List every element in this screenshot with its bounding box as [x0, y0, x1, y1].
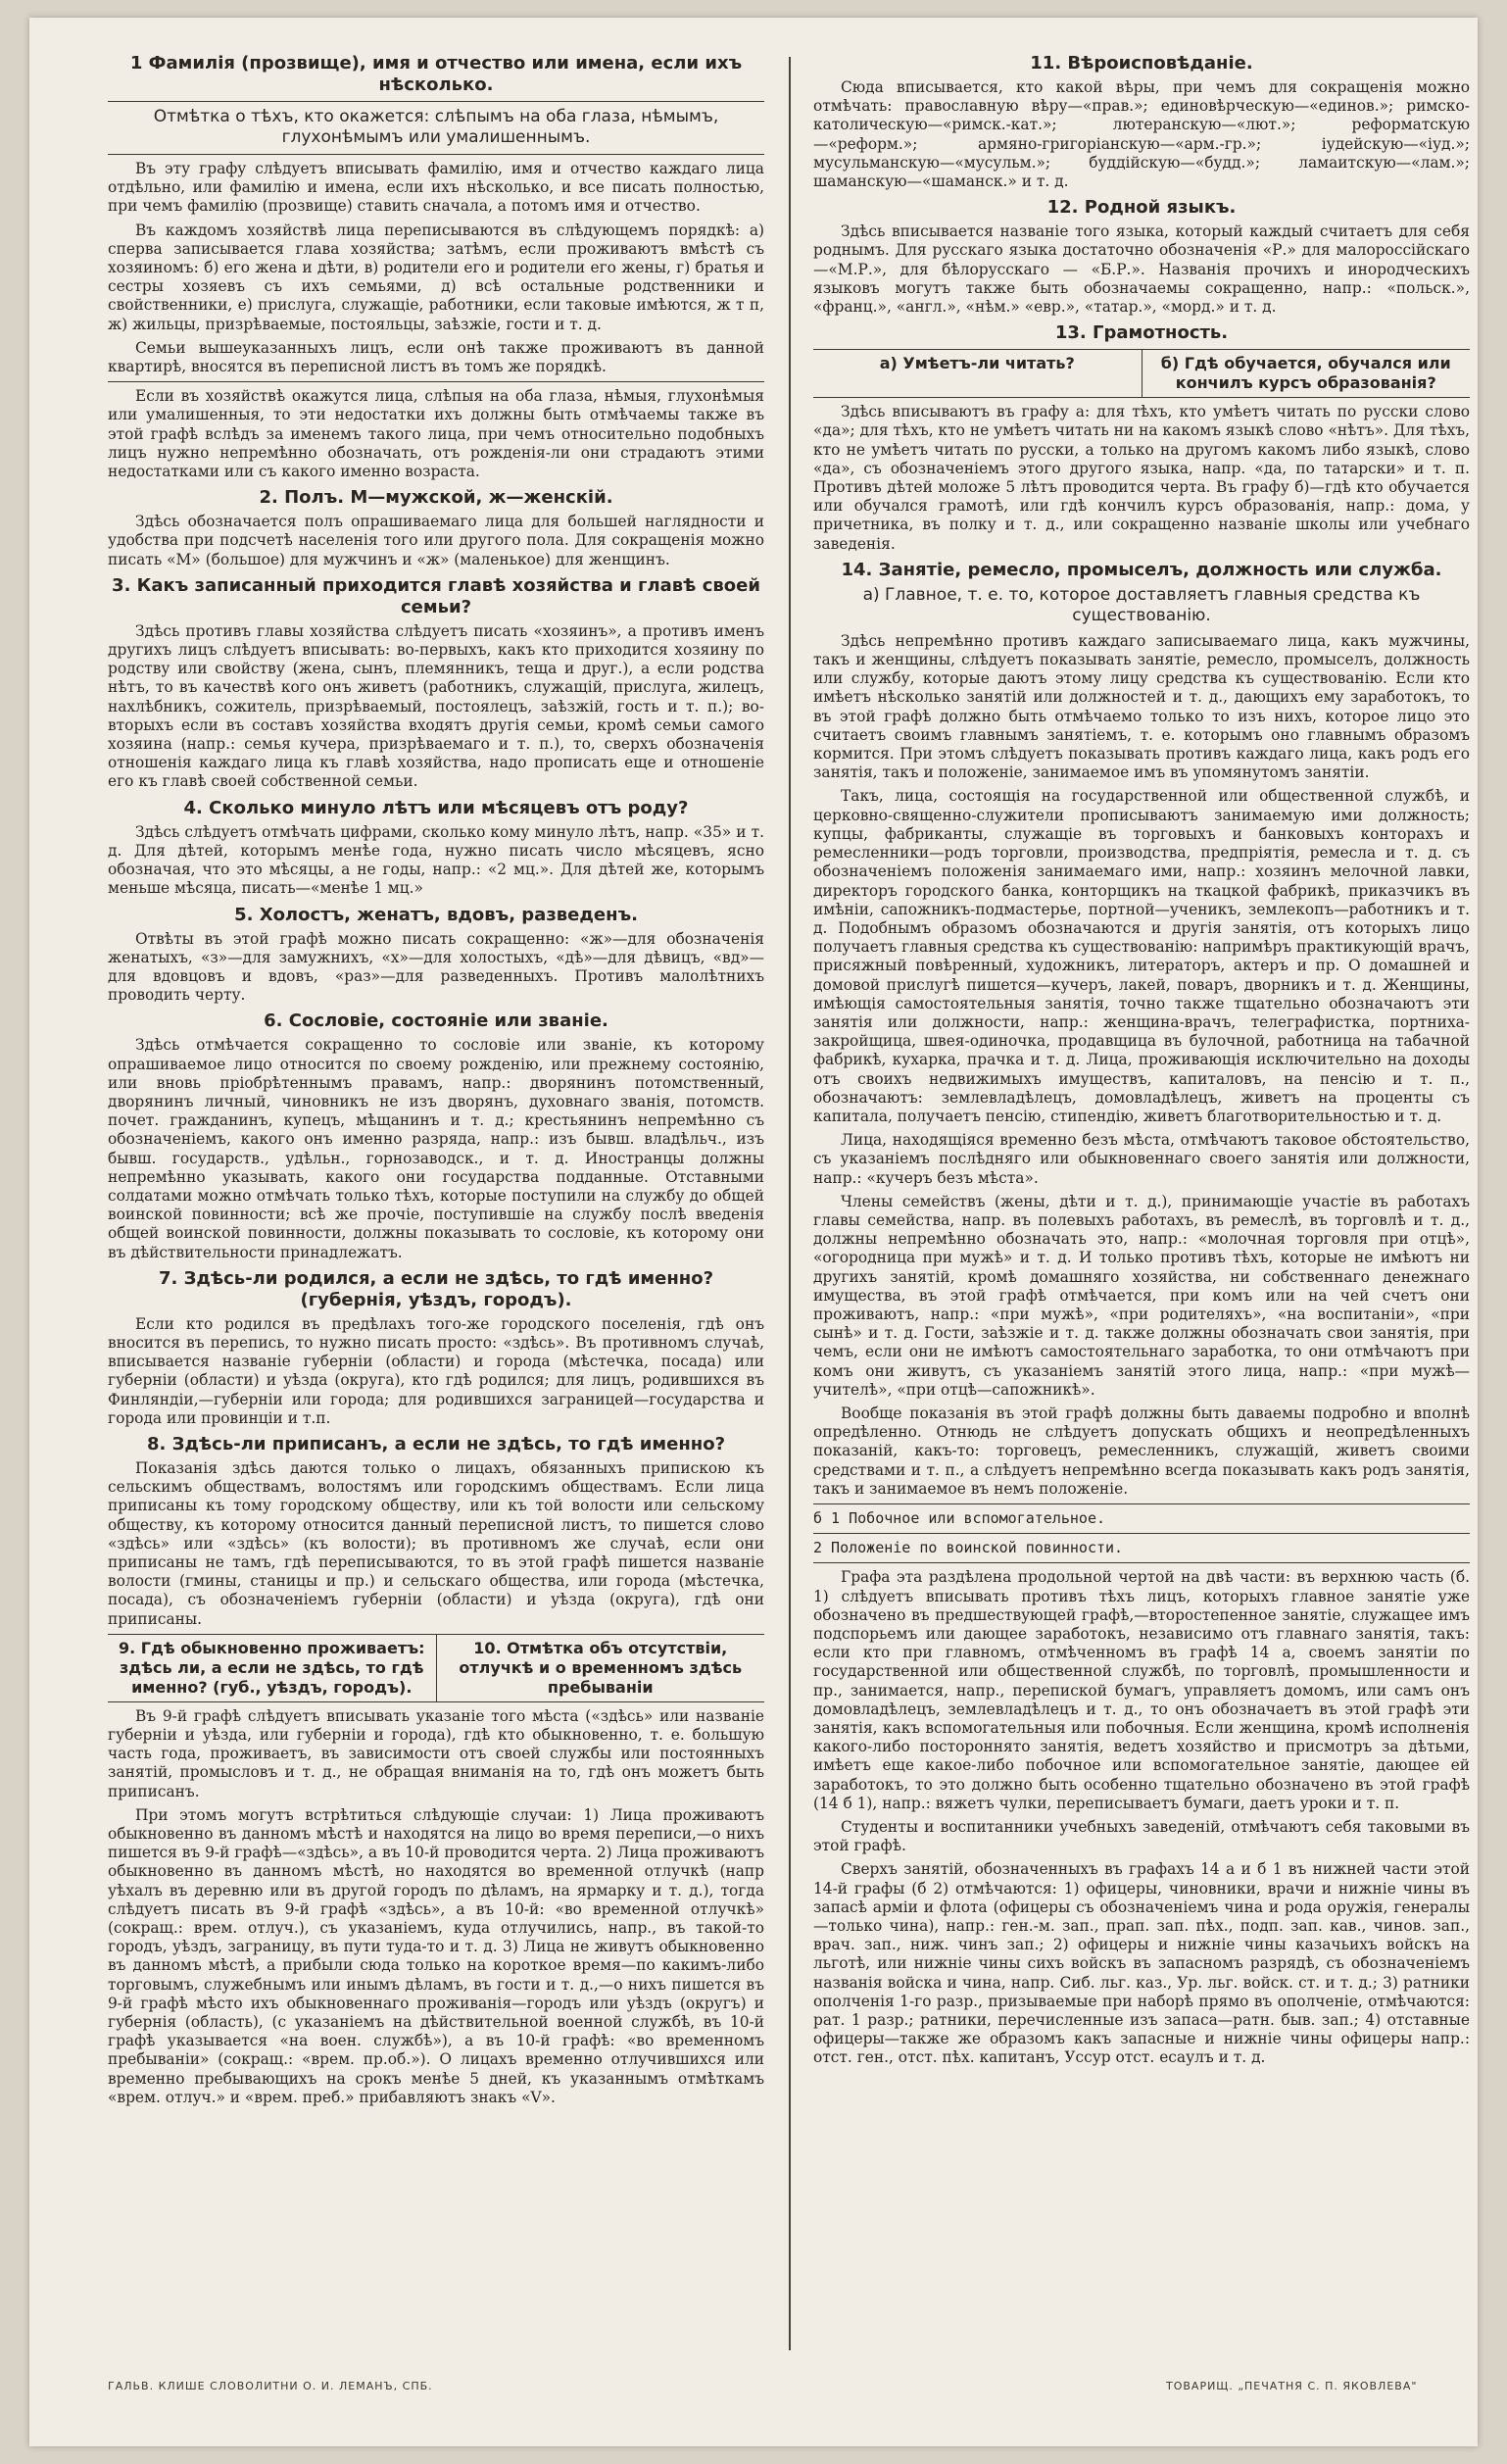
section-12-paragraph: Здѣсь вписывается названіе того языка, который каждый считаетъ для себя роднымъ. Для русскаго языка достаточно обозначенія «Р.» для малороссійскаго—«М.Р.», для бѣлорусскаго — «Б.Р.». Названія прочихъ и инородческихъ языковъ могутъ также быть обозначаемы сокращенно, напр.: «польск.», «франц.», «англ.», «нѣм.» «евр.», «татар.», «морд.» и т. д. [813, 222, 1470, 317]
section-9-paragraph: При этомъ могутъ встрѣтиться слѣдующіе случаи: 1) Лица проживаютъ обыкновенно въ данномъ мѣстѣ и находятся на лицо во время переписи,—о нихъ пишется въ 9-й графѣ—«здѣсь», а въ 10-й проводится черта. 2) Лица проживаютъ обыкновенно въ данномъ мѣстѣ, но находятся во временной отлучкѣ (напр уѣхалъ въ деревню или въ другой городъ по дѣламъ, на ярмарку и т. д.), тогда слѣдуетъ писать въ 9-й графѣ «здѣсь», а въ 10-й: «во временной отлучкѣ» (сокращ.: врем. отлуч.), съ указаніемъ, куда отлучились, напр., въ такой-то городъ, уѣздъ, заграницу, въ пути туда-то и т. д. 3) Лица не живутъ обыкновенно въ данномъ мѣстѣ, а прибыли сюда только на короткое время—по какимъ-либо торговымъ, служебнымъ или инымъ дѣламъ, въ гости и т. д.,—о нихъ пишется въ 9-й графѣ мѣсто ихъ обыкновеннаго проживанія—городъ или уѣздъ (округъ) и губернія (область), (с указаніемъ на дѣйствительной военной службѣ, въ 10-й графѣ указывается «на воен. службѣ»), а въ 10-й графѣ: «во временномъ пребываніи» (сокращ.: «врем. пр.об.»). О лицахъ временно отлучившихся или временно пребывающихъ на срокъ менѣе 5 дней, къ указаннымъ отмѣткамъ «врем. отлуч.» и «врем. преб.» прибавляютъ знакъ «V». [108, 1805, 764, 2106]
rule [108, 101, 764, 102]
section-13b-title: б) Гдѣ обучается, обучался или кончилъ курсъ образованія? [1142, 350, 1471, 397]
section-2-title: 2. Полъ. М—мужской, ж—женскій. [259, 487, 613, 509]
section-4-paragraph: Здѣсь слѣдуетъ отмѣчать цифрами, сколько кому минуло лѣтъ, напр. «35» и т. д. Для дѣтей, которымъ менѣе года, нужно писать число мѣсяцевъ, ясно обозначая, что это мѣсяцы, а не годы, напр.: «2 мц.». Для дѣтей же, которымъ меньше мѣсяца, писать—«менѣе 1 мц.» [108, 822, 764, 898]
section-13-title: 13. Грамотность. [1054, 322, 1229, 344]
section-13-header [813, 349, 1470, 398]
rule [813, 1533, 1470, 1534]
section-14-paragraph: Студенты и воспитанники учебныхъ заведеній, отмѣчаютъ себя таковыми въ этой графѣ. [813, 1818, 1470, 1855]
section-2-paragraph: Здѣсь обозначается полъ опрашиваемаго лица для большей наглядности и удобства при подсчетѣ населенія того или другого пола. Для сокращенія можно писать «М» (большое) для мужчинъ и «ж» (маленькое) для женщинъ. [108, 513, 764, 568]
section-5-title: 5. Холостъ, женатъ, вдовъ, разведенъ. [234, 904, 638, 925]
section-3-title: 3. Какъ записанный приходится главѣ хозяйства и главѣ своей семьи? [112, 574, 760, 617]
printer-credit-right: ТОВАРИЩ. „ПЕЧАТНЯ С. П. ЯКОВЛЕВА" [1166, 2380, 1418, 2392]
rule [813, 1562, 1470, 1563]
section-14-paragraph: Лица, находящіяся временно безъ мѣста, отмѣчаютъ таковое обстоятельство, съ указаніемъ послѣдняго или обыкновеннаго своего занятія или должности, напр.: «кучеръ безъ мѣста». [813, 1131, 1470, 1187]
section-4-title: 4. Сколько минуло лѣтъ или мѣсяцевъ отъ роду? [183, 797, 689, 818]
rule [813, 1503, 1470, 1504]
section-14-paragraph: Здѣсь непремѣнно противъ каждаго записываемаго лица, какъ мужчины, такъ и женщины, слѣдуетъ показывать занятіе, ремесло, промыселъ, должность или службу, которые даютъ этому лицу средства къ существованію. Если кто имѣетъ нѣсколько занятій или должностей и т. д., дающихъ ему заработокъ, то въ этой графѣ должно быть отмѣчаемо только то изъ нихъ, которое лицо это считаетъ своимъ главнымъ занятіемъ, т. е. которымъ оно главнымъ образомъ кормится. При этомъ слѣдуетъ показывать противъ каждаго лица, какъ родъ его занятія, такъ и положеніе, занимаемое имъ въ упомянутомъ занятіи. [813, 631, 1470, 782]
section-1-subtitle: Отмѣтка о тѣхъ, кто окажется: слѣпымъ на оба глаза, нѣмымъ, глухонѣмымъ или умалишеннымъ. [153, 107, 719, 147]
rule [108, 154, 764, 155]
section-8-title: 8. Здѣсь-ли приписанъ, а если не здѣсь, то гдѣ именно? [146, 1433, 726, 1454]
right-column [813, 47, 1470, 2073]
section-6-paragraph: Здѣсь отмѣчается сокращенно то сословіе или званіе, къ которому опрашиваемое лицо относится по своему рожденію, или прежнему состоянію, или вновь пріобрѣтеннымъ правамъ, напр.: дворянинъ потомственный, дворянинъ личный, чиновникъ не изъ дворянъ, духовнаго званія, потомств. почет. гражданинъ, купецъ, мѣщанинъ и т. д.; крестьянинъ непремѣнно съ обозначеніемъ, какого онъ именно разряда, напр.: изъ бывш. владѣльч., изъ бывш. государств., удѣльн., горнозаводск., и т. д. Иностранцы должны непремѣнно указывать, какого они государства подданные. Отставными солдатами можно отмѣчать только тѣхъ, которые поступили на службу до общей воинской повинности; всѣ же прочіе, поступившіе на службу послѣ введенія общей воинской повинности, должны показывать то сословіе, къ которому они въ дѣйствительности принадлежатъ. [108, 1036, 764, 1261]
section-9-paragraph: Въ 9-й графѣ слѣдуетъ вписывать указаніе того мѣста («здѣсь» или названіе губерніи и уѣзда, или губерніи и города), гдѣ кто обыкновенно, т. е. большую часть года, проживаетъ, въ зависимости отъ своей службы или постоянныхъ занятій, промысловъ и т. д., не обращая вниманія на то, гдѣ онъ можетъ быть приписанъ. [108, 1706, 764, 1800]
section-12-title: 12. Родной языкъ. [1046, 197, 1237, 219]
section-1-paragraph: Семьи вышеуказанныхъ лицъ, если онѣ также проживаютъ въ данной квартирѣ, вносятся въ переписной листъ въ томъ же порядкѣ. [108, 338, 764, 376]
section-14-paragraph: Члены семействъ (жены, дѣти и т. д.), принимающіе участіе въ работахъ главы семейства, напр. въ полевыхъ работахъ, въ ремеслѣ, въ торговлѣ и т. д., должны непремѣнно обозначать это, напр.: «молочная торговля при отцѣ», «огородница при мужѣ» и т. д. И только противъ тѣхъ, которые не имѣютъ ни другихъ занятій, кромѣ домашняго хозяйства, ни собственнаго денежнаго имущества, въ этой графѣ отмѣчается, при комъ или на чей счетъ они проживаютъ, напр.: «при мужѣ», «при родителяхъ», «на воспитаніи», «при сынѣ» и т. д. Гости, заѣзжіе и т. д. также должны обозначать свои занятія, при чемъ, если они не имѣютъ самостоятельнаго заработка, то они отмѣчаютъ при комъ они живутъ, съ указаніемъ занятій этого лица, напр.: «при мужѣ—учителѣ», «при отцѣ—сапожникѣ». [813, 1192, 1470, 1399]
section-13a-title: а) Умѣетъ-ли читать? [879, 354, 1075, 373]
document-page [29, 18, 1478, 2446]
section-14-paragraph: Графа эта раздѣлена продольной чертой на двѣ части: въ верхнюю часть (б. 1) слѣдуетъ вписывать противъ тѣхъ лицъ, которыхъ главное занятіе уже обозначено въ предшествующей графѣ,—второстепенное занятіе, служащее имъ подспорьемъ или дающее заработокъ, независимо отъ главнаго занятія, такъ: если кто при главномъ, отмѣченномъ въ графѣ 14 а, своемъ занятіи по государственной или общественной службѣ, по торговлѣ, промышленности и пр., занимается, напр., перепиской бумагъ, управляетъ домомъ, или самъ онъ домовладѣлецъ, землевладѣлецъ и т. д., то онъ обозначаетъ въ этой графѣ эти занятія, какъ вспомогательныя или побочныя. Если женщина, кромѣ исполненія какого-либо постороннято занятія, ведетъ хозяйство и присмотръ за дѣтьми, имѣетъ еще какое-либо побочное или вспомогательное занятіе, дающее ей заработокъ, то это должно быть особенно тщательно обозначено въ этой графѣ (14 б 1), напр.: вяжетъ чулки, переписываетъ бумаги, даетъ уроки и т. п. [813, 1568, 1470, 1812]
section-8-paragraph: Показанія здѣсь даются только о лицахъ, обязанныхъ припискою къ сельскимъ обществамъ, волостямъ или городскимъ обществамъ. Если лица приписаны къ тому городскому обществу, или къ той волости или сельскому обществу, къ которому относится данный переписной листъ, то пишется слово «здѣсь» или «здѣсь» (къ волости); въ противномъ же случаѣ, если они приписаны не тамъ, гдѣ переписываются, то въ этой графѣ пишется названіе волости (гмины, станицы и пр.) и сельскаго общества, или города (мѣстечка, посада), съ обозначеніемъ губерніи (области) и уѣзда (округа), гдѣ они приписаны. [108, 1458, 764, 1628]
section-5-paragraph: Отвѣты въ этой графѣ можно писать сокращенно: «ж»—для обозначенія женатыхъ, «з»—для замужнихъ, «х»—для холостыхъ, «дѣ»—для дѣвицъ, «вд»—для вдовцовъ и вдовъ, «раз»—для разведенныхъ. Противъ малолѣтнихъ проводить черту. [108, 929, 764, 1005]
section-13-paragraph: Здѣсь вписываютъ въ графу а: для тѣхъ, кто умѣетъ читать по русски слово «да»; для тѣхъ, кто не умѣетъ читать ни на какомъ языкѣ слово «нѣтъ». Для тѣхъ, кто не умѣетъ читать по русски, а только на другомъ какомъ либо языкѣ, слово «да», съ обозначеніемъ этого другого языка, напр. «да, по татарски» и т. п. Противъ дѣтей моложе 5 лѣтъ проводится черта. Въ графу б)—гдѣ кто обучается или обучался грамотѣ, или гдѣ кончилъ курсъ образованія, напр.: дома, у причетника, въ полку и т. д., или сокращенно названіе школы или учебнаго заведенія. [813, 403, 1470, 553]
section-1-paragraph: Въ каждомъ хозяйствѣ лица переписываются въ слѣдующемъ порядкѣ: а) сперва записывается глава хозяйства; затѣмъ, если проживаютъ вмѣстѣ съ хозяиномъ: б) его жена и дѣти, в) родители его и родители его жены, г) братья и сестры хозяевъ съ ихъ семьями, д) всѣ остальные родственники и свойственники, е) прислуга, служащіе, работники, если таковые имѣются, ж т п, ж) жильцы, призрѣваемые, постояльцы, заѣзжіе, гости и т. д. [108, 221, 764, 333]
left-column [108, 47, 764, 2112]
section-14-title: 14. Занятіе, ремесло, промыселъ, должность или служба. [841, 559, 1442, 580]
rule [108, 381, 764, 382]
section-1-paragraph: Если въ хозяйствѣ окажутся лица, слѣпыя на оба глаза, нѣмыя, глухонѣмыя или умалишенныя, то эти недостатки ихъ должны быть отмѣчаемы также въ этой графѣ вслѣдъ за именемъ такого лица, при чемъ относительно подобныхъ лицъ нужно непремѣнно обозначать, отъ рожденія-ли они страдаютъ этими недостатками или съ какого именно возраста. [108, 387, 764, 481]
section-14-paragraph: Сверхъ занятій, обозначенныхъ въ графахъ 14 а и б 1 въ нижней части этой 14-й графы (б 2) отмѣчаются: 1) офицеры, чиновники, врачи и нижніе чины въ запасѣ арміи и флота (офицеры съ обозначеніемъ чина и рода оружія, генералы—только чина), напр.: ген.-м. зап., прап. зап. пѣх., подп. зап. кав., чинов. зап., врач. зап., ниж. чинъ зап.; 2) офицеры и нижніе чины казачьихъ войскъ на льготѣ, или нижніе чины сихъ войскъ въ запасномъ разрядѣ, съ обозначеніемъ названія войска и чина, напр. Сиб. льг. каз., Ур. льг. войск. ст. и т. д.; 3) ратники ополченія 1-го разр., призываемые при наборѣ прямо въ ополченіе, отмѣчаются: рат. 1 разр.; ратники, перечисленные изъ запаса—ратн. быв. зап.; 4) отставные офицеры—также же образомъ какъ запасные и нижніе чины офицеры напр.: отст. ген., отст. пѣх. капитанъ, Уссур отст. есаулъ и т. д. [813, 1860, 1470, 2067]
section-10-title: 10. Отмѣтка объ отсутствіи, отлучкѣ и о временномъ здѣсь пребываніи [436, 1635, 765, 1701]
section-14a-subtitle: а) Главное, т. е. то, которое доставляетъ главныя средства къ существованію. [862, 584, 1421, 625]
printer-credit-left: ГАЛЬВ. КЛИШЕ СЛОВОЛИТНИ О. И. ЛЕМАНЪ, СПБ. [108, 2380, 433, 2392]
section-14-paragraph: Такъ, лица, состоящія на государственной или общественной службѣ, и церковно-священно-служители прописываютъ занимаемую ими должность; купцы, фабриканты, служащіе въ торговыхъ и банковыхъ конторахъ и ремесленники—родъ торговли, производства, предпріятія, ремесла и т. д. съ обозначеніемъ положенія занимаемаго ими, напр.: хозяинъ мелочной лавки, директоръ городского банка, конторщикъ на ткацкой фабрикѣ, приказчикъ въ имѣніи, сапожникъ-подмастерье, портной—ученикъ, землекопъ—работникъ и т. д. Подобнымъ образомъ обозначаются и другія занятія, отъ которыхъ лицо получаетъ главныя средства къ существованію: напримѣръ практикующій врачъ, присяжный повѣренный, художникъ, литераторъ, актеръ и пр. О домашней и домовой прислугѣ пишется—кучеръ, лакей, поваръ, дворникъ и т. д. Женщины, имѣющія самостоятельныя занятія, точно также тщательно обозначаютъ эти занятія или должности, напр.: женщина-врачъ, телеграфистка, портниха-закройщица, швея-одиночка, продавщица въ булочной, работница на табачной фабрикѣ, кухарка, прачка и т. д. Лица, проживающія исключительно на доходы отъ своихъ недвижимыхъ имуществъ, капиталовъ, на пенсію и т. п., обозначаютъ: землевладѣлецъ, домовладѣлецъ, живетъ на проценты съ капитала, получаетъ пенсію, стипендію, живетъ благотворительностью и т. д. [813, 787, 1470, 1125]
section-1-paragraph: Въ эту графу слѣдуетъ вписывать фамилію, имя и отчество каждаго лица отдѣльно, или фамилію и имена, если ихъ нѣсколько, и все писать полностью, при чемъ фамилію (прозвище) ставить сначала, а потомъ имя и отчество. [108, 160, 764, 216]
section-9-10-header [108, 1634, 764, 1702]
section-11-title: 11. Вѣроисповѣданіе. [1030, 53, 1253, 74]
section-6-title: 6. Сословіе, состояніе или званіе. [264, 1010, 608, 1032]
section-14b2-label: 2 Положеніе по воинской повинности. [813, 1539, 1124, 1557]
section-7-title: 7. Здѣсь-ли родился, а если не здѣсь, то гдѣ именно? (губернія, уѣздъ, городъ). [158, 1267, 714, 1310]
section-14-paragraph: Вообще показанія въ этой графѣ должны быть даваемы подробно и вполнѣ опредѣленно. Отнюдь не слѣдуетъ допускать общихъ и неопредѣленныхъ показаній, какъ-то: торговецъ, ремесленникъ, служащій, живетъ своими средствами и т. п., а слѣдуетъ непремѣнно всегда показывать какъ родъ занятія, такъ и занимаемое въ немъ положеніе. [813, 1404, 1470, 1498]
section-1-title: 1 Фамилія (прозвище), имя и отчество или имена, если ихъ нѣсколько. [129, 53, 743, 95]
section-11-paragraph: Сюда вписывается, кто какой вѣры, при чемъ для сокращенія можно отмѣчать: православную вѣру—«прав.»; единовѣрческую—«единов.»; римско-католическую—«римск.-кат.»; лютеранскую—«лют.»; реформатскую—«реформ.»; армяно-григоріанскую—«арм.-гр.»; іудейскую—«іуд.»; мусульманскую—«мусульм.»; буддійскую—«будд.»; ламаитскую—«лам.»; шаманскую—«шаманск.» и т. д. [813, 78, 1470, 191]
section-3-paragraph: Здѣсь противъ главы хозяйства слѣдуетъ писать «хозяинъ», а противъ именъ другихъ лицъ слѣдуетъ вписывать: во-первыхъ, какъ кто приходится хозяину по родству или свойству (жена, сынъ, племянникъ, теща и друг.), а если родства нѣтъ, то въ качествѣ кого онъ живетъ (работникъ, служащій, прислуга, жилецъ, нахлѣбникъ, сожитель, призрѣваемый, постоялецъ, заѣзжій, гость и т. п.); во-вторыхъ если въ составъ хозяйства входятъ другія семьи, кромѣ семьи самого хозяина (напр.: семья кучера, призрѣваемаго и т. п.), то, сверхъ обозначенія отношенія каждаго лица къ главѣ хозяйства, надо прописать еще и отношеніе его къ главѣ своей собственной семьи. [108, 621, 764, 791]
section-7-paragraph: Если кто родился въ предѣлахъ того-же городского поселенія, гдѣ онъ вносится въ перепись, то нужно писать просто: «здѣсь». Въ противномъ случаѣ, вписывается названіе губерніи (области) и города (мѣстечка, посада) или губерніи (области) и уѣзда (округа), кто гдѣ родился; для лицъ, родившихся въ Финляндіи,—губерніи или города; для родившихся заграницей—государства и города или провинціи и т.п. [108, 1314, 764, 1427]
section-14b1-label: б 1 Побочное или вспомогательное. [813, 1509, 1106, 1527]
section-9-title: 9. Гдѣ обыкновенно проживаетъ: здѣсь ли, а если не здѣсь, то гдѣ именно? (губ., уѣздъ, городъ). [118, 1638, 425, 1697]
column-divider [789, 57, 791, 2350]
